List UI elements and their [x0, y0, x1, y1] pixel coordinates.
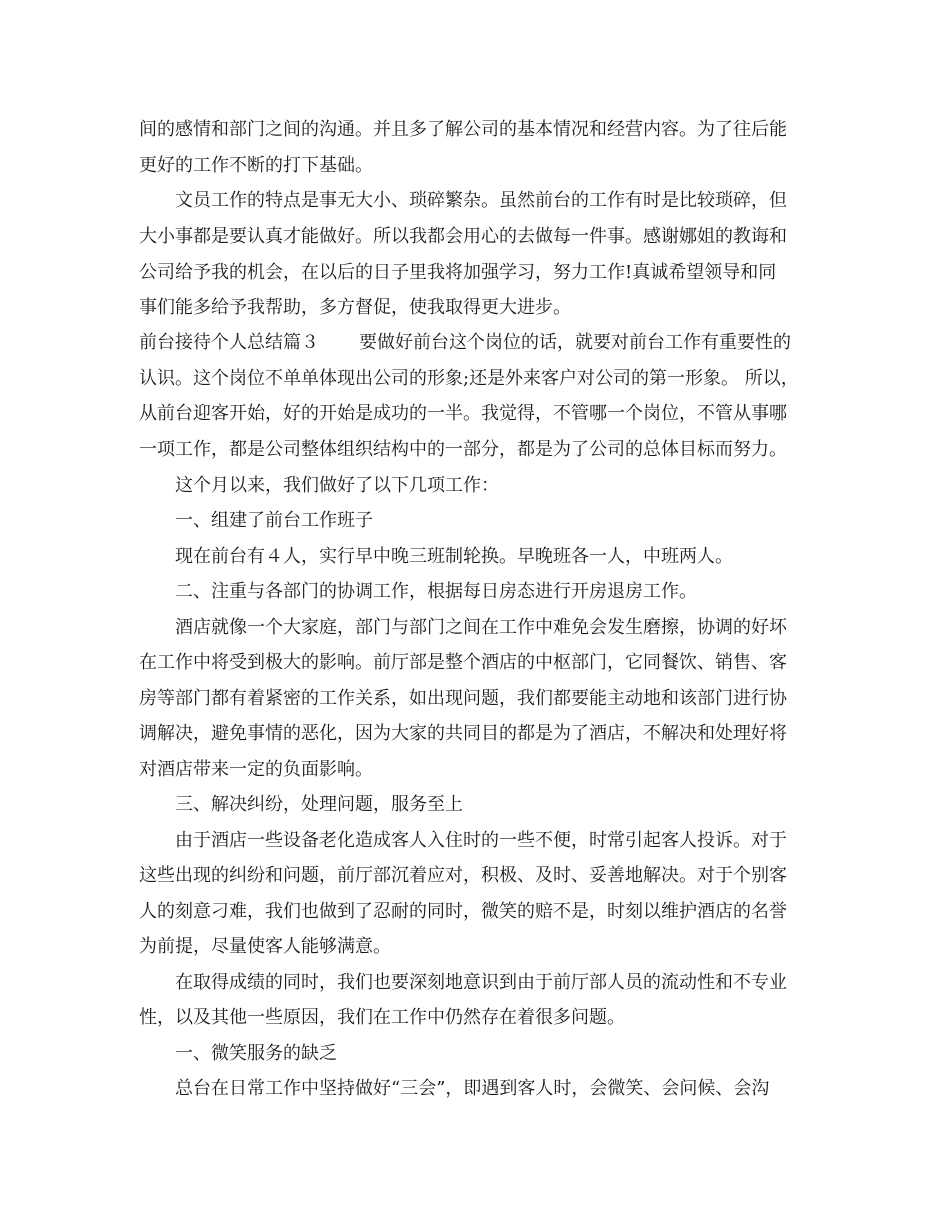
text-line: 酒店就像一个大家庭，部门与部门之间在工作中难免会发生磨擦，协调的好坏 — [175, 617, 787, 638]
section-heading: 前台接待个人总结篇３ — [139, 332, 319, 353]
text-line: 更好的工作不断的打下基础。 — [139, 155, 373, 176]
text-line: 房等部门都有着紧密的工作关系，如出现问题，我们都要能主动地和该部门进行协 — [139, 688, 787, 709]
text-line: 认识。这个岗位不单单体现出公司的形象;还是外来客户对公司的第一形象。 所以， — [139, 368, 799, 389]
text-line: 总台在日常工作中坚持做好“三会”，即遇到客人时，会微笑、会问候、会沟 — [175, 1078, 770, 1099]
text-line: 人的刻意刁难，我们也做到了忍耐的同时，微笑的赔不是，时刻以维护酒店的名誉 — [139, 901, 787, 922]
text-line: 性，以及其他一些原因，我们在工作中仍然存在着很多问题。 — [139, 1007, 625, 1028]
text-line: 这些出现的纠纷和问题，前厅部沉着应对，积极、及时、妥善地解决。对于个别客 — [139, 865, 787, 886]
text-line: 一项工作，都是公司整体组织结构中的一部分，都是为了公司的总体目标而努力。 — [139, 439, 787, 460]
text-line: 在工作中将受到极大的影响。前厅部是整个酒店的中枢部门，它同餐饮、销售、客 — [139, 652, 787, 673]
text-line: 由于酒店一些设备老化造成客人入住时的一些不便，时常引起客人投诉。对于 — [175, 830, 787, 851]
text-line: 对酒店带来一定的负面影响。 — [139, 759, 373, 780]
text-line: 文员工作的特点是事无大小、琐碎繁杂。虽然前台的工作有时是比较琐碎，但 — [175, 190, 787, 211]
text-line: 现在前台有４人，实行早中晚三班制轮换。早晚班各一人，中班两人。 — [175, 546, 733, 567]
list-heading: 一、微笑服务的缺乏 — [175, 1043, 337, 1064]
section-heading-line — [139, 326, 819, 360]
list-heading: 一、组建了前台工作班子 — [175, 510, 373, 531]
list-heading: 二、注重与各部门的协调工作，根据每日房态进行开房退房工作。 — [175, 581, 697, 602]
text-line: 从前台迎客开始，好的开始是成功的一半。我觉得，不管哪一个岗位，不管从事哪 — [139, 403, 787, 424]
text-line: 这个月以来，我们做好了以下几项工作： — [175, 475, 499, 496]
text-line: 事们能多给予我帮助，多方督促，使我取得更大进步。 — [139, 297, 571, 318]
text-line: 为前提，尽量使客人能够满意。 — [139, 936, 391, 957]
text-line: 调解决，避免事情的恶化，因为大家的共同目的都是为了酒店，不解决和处理好将 — [139, 723, 787, 744]
text-line: 在取得成绩的同时，我们也要深刻地意识到由于前厅部人员的流动性和不专业 — [175, 972, 787, 993]
text-line: 公司给予我的机会，在以后的日子里我将加强学习，努力工作!真诚希望领导和同 — [139, 262, 777, 283]
text-line: 要做好前台这个岗位的话，就要对前台工作有重要性的 — [359, 332, 791, 353]
list-heading: 三、解决纠纷，处理问题，服务至上 — [175, 794, 463, 815]
text-line: 大小事都是要认真才能做好。所以我都会用心的去做每一件事。感谢娜姐的教诲和 — [139, 226, 787, 247]
text-line: 间的感情和部门之间的沟通。并且多了解公司的基本情况和经营内容。为了往后能 — [139, 119, 787, 140]
